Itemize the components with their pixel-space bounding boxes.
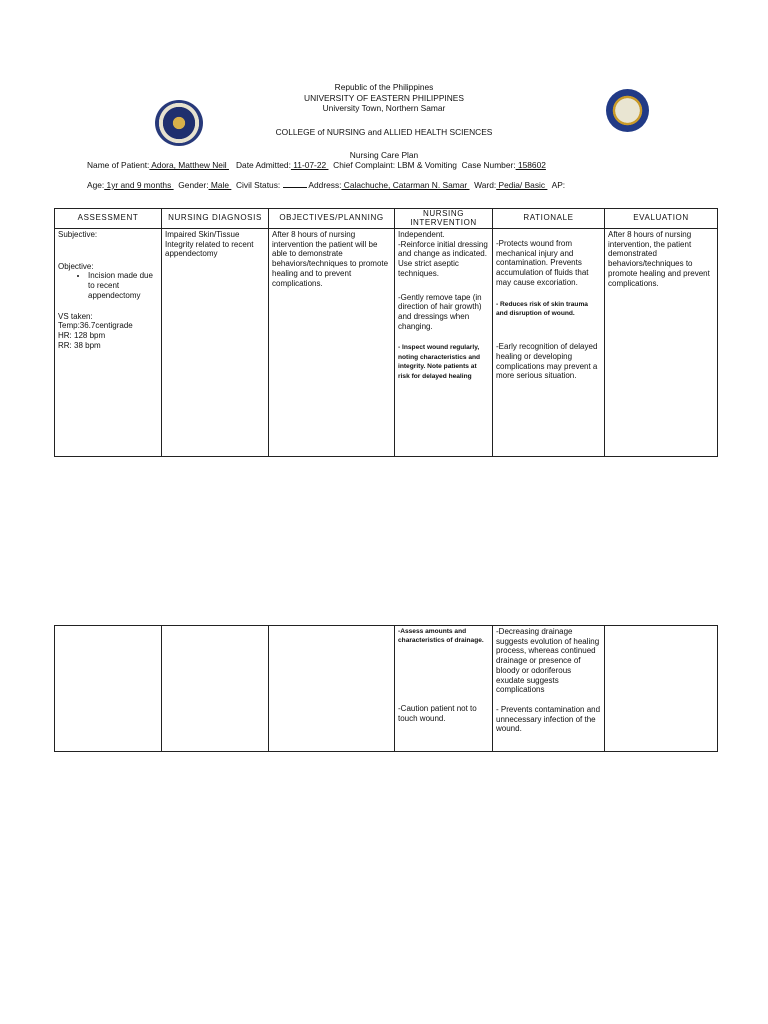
header-nursing-diagnosis: NURSING DIAGNOSIS xyxy=(162,209,269,229)
header-objectives: OBJECTIVES/PLANNING xyxy=(269,209,395,229)
vital-hr: HR: 128 bpm xyxy=(58,330,106,340)
header-rationale: RATIONALE xyxy=(493,209,605,229)
chief-complaint: Chief Complaint: LBM & Vomiting xyxy=(333,160,457,170)
header-town: University Town, Northern Samar xyxy=(322,103,446,113)
objectives-cell xyxy=(269,626,395,752)
vital-temp: Temp:36.7centigrade xyxy=(58,321,133,331)
header-college: COLLEGE of NURSING and ALLIED HEALTH SCIENCES xyxy=(275,127,493,137)
table-row xyxy=(55,229,718,457)
header-nursing-intervention: NURSING INTERVENTION xyxy=(395,209,493,229)
table-row xyxy=(55,626,718,752)
patient-address: Calachuche, Catarman N. Samar xyxy=(341,180,470,190)
case-number: 158602 xyxy=(515,160,546,170)
vital-rr: RR: 38 bpm xyxy=(58,340,101,350)
patient-gender: Male xyxy=(208,180,232,190)
header-country: Republic of the Philippines xyxy=(334,82,434,92)
header-assessment: ASSESSMENT xyxy=(55,209,162,229)
care-plan-table xyxy=(54,208,718,457)
rationale-cell: -Decreasing drainage suggests evolution of healing process, whereas continued drainage or presence of bloody or odoriferous exudate suggests complications - Prevents contamination and unnecessary infection of the wound. xyxy=(493,626,605,752)
diagnosis-cell xyxy=(162,626,269,752)
evaluation-cell: After 8 hours of nursing intervention, the patient demonstrated behaviors/techniques to promote healing and prevent complications. xyxy=(605,229,718,457)
header-evaluation: EVALUATION xyxy=(605,209,718,229)
diagnosis-cell: Impaired Skin/Tissue Integrity related to recent appendectomy xyxy=(162,229,269,457)
intervention-cell: -Assess amounts and characteristics of drainage. -Caution patient not to touch wound. xyxy=(395,626,493,752)
objective-item: • Incision made due to recent appendectomy xyxy=(88,271,158,300)
rationale-cell: -Protects wound from mechanical injury and contamination. Prevents accumulation of fluids that may cause excoriation. - Reduces risk of skin trauma and disruption of wound. -Early recognition of delayed healing or developing complications may prevent a more serious situation. xyxy=(493,229,605,457)
evaluation-cell xyxy=(605,626,718,752)
assessment-cell xyxy=(55,626,162,752)
patient-name: Adora, Matthew Neil xyxy=(149,160,229,170)
assessment-cell: Subjective: Objective: • Incision made due to recent appendectomy VS taken: Temp:36.7centigrade HR: 128 bpm RR: 38 bpm xyxy=(55,229,162,457)
header-university: UNIVERSITY OF EASTERN PHILIPPINES xyxy=(304,93,464,103)
patient-ward: Pedia/ Basic xyxy=(496,180,548,190)
document-title: Nursing Care Plan xyxy=(349,150,419,160)
date-admitted: 11-07-22 xyxy=(290,160,329,170)
patient-line-2: Age: 1yr and 9 months Gender: Male Civil Status: Address: Calachuche, Catarman N. Samar Ward: Pedia/ Basic AP: xyxy=(87,180,566,190)
care-plan-table-continued xyxy=(54,625,718,752)
objectives-cell: After 8 hours of nursing intervention the patient will be able to demonstrate behaviors/techniques to promote healing and to prevent complications. xyxy=(269,229,395,457)
civil-status-blank xyxy=(283,179,307,188)
patient-age: 1yr and 9 months xyxy=(104,180,174,190)
intervention-cell: Independent. -Reinforce initial dressing and change as indicated. Use strict aseptic techniques. -Gently remove tape (in direction of hair growth) and dressings when changing. - Inspect wound regularly, noting characteristics and integrity. Note patients at risk for delayed healing xyxy=(395,229,493,457)
table-header-row xyxy=(55,209,718,229)
patient-line-1: Name of Patient: Adora, Matthew Neil Date Admitted: 11-07-22 Chief Complaint: LBM & Vomiting Case Number: 158602 xyxy=(87,160,546,170)
